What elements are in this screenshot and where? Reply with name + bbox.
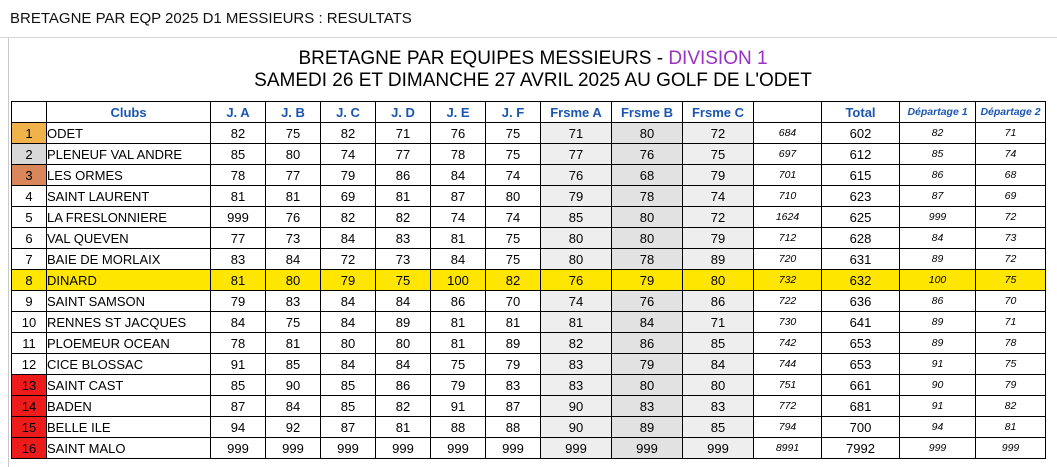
departage-2: 68 <box>976 165 1046 186</box>
score-ja: 82 <box>211 123 266 144</box>
header-rank <box>12 102 47 123</box>
score-frsme-c: 75 <box>683 144 754 165</box>
score-jc: 85 <box>321 396 376 417</box>
total-score: 602 <box>822 123 900 144</box>
departage-1: 89 <box>900 312 976 333</box>
score-jd: 82 <box>376 396 431 417</box>
score-frsme-c: 80 <box>683 270 754 291</box>
score-jd: 86 <box>376 375 431 396</box>
score-jd: 84 <box>376 354 431 375</box>
table-row <box>12 438 1046 459</box>
club-name: BAIE DE MORLAIX <box>47 249 211 270</box>
aggregate-score: 742 <box>754 333 822 354</box>
total-score: 661 <box>822 375 900 396</box>
score-jb: 81 <box>266 186 321 207</box>
score-frsme-a: 77 <box>541 144 612 165</box>
rank-cell: 11 <box>12 333 47 354</box>
rank-cell: 1 <box>12 123 47 144</box>
aggregate-score: 744 <box>754 354 822 375</box>
total-score: 628 <box>822 228 900 249</box>
score-frsme-b: 80 <box>612 123 683 144</box>
score-jb: 75 <box>266 312 321 333</box>
header-frsme-a: Frsme A <box>541 102 612 123</box>
score-jb: 76 <box>266 207 321 228</box>
departage-1: 87 <box>900 186 976 207</box>
score-je: 81 <box>431 228 486 249</box>
total-score: 700 <box>822 417 900 438</box>
score-jb: 90 <box>266 375 321 396</box>
score-frsme-c: 72 <box>683 207 754 228</box>
score-jc: 79 <box>321 270 376 291</box>
score-frsme-a: 79 <box>541 186 612 207</box>
score-jf: 80 <box>486 186 541 207</box>
score-frsme-c: 74 <box>683 186 754 207</box>
score-jf: 75 <box>486 228 541 249</box>
total-score: 653 <box>822 333 900 354</box>
score-jf: 89 <box>486 333 541 354</box>
score-je: 88 <box>431 417 486 438</box>
departage-2: 72 <box>976 207 1046 228</box>
departage-1: 89 <box>900 249 976 270</box>
score-frsme-a: 71 <box>541 123 612 144</box>
header-total: Total <box>822 102 900 123</box>
aggregate-score: 8991 <box>754 438 822 459</box>
rank-cell: 2 <box>12 144 47 165</box>
departage-1: 86 <box>900 165 976 186</box>
score-jd: 81 <box>376 417 431 438</box>
rank-cell: 3 <box>12 165 47 186</box>
total-score: 623 <box>822 186 900 207</box>
score-jb: 75 <box>266 123 321 144</box>
header-je: J. E <box>431 102 486 123</box>
score-ja: 81 <box>211 186 266 207</box>
club-name: VAL QUEVEN <box>47 228 211 249</box>
table-row <box>12 165 1046 186</box>
score-je: 79 <box>431 375 486 396</box>
score-jb: 85 <box>266 354 321 375</box>
score-je: 100 <box>431 270 486 291</box>
aggregate-score: 697 <box>754 144 822 165</box>
header-jf: J. F <box>486 102 541 123</box>
score-jc: 84 <box>321 312 376 333</box>
score-frsme-a: 80 <box>541 249 612 270</box>
departage-2: 79 <box>976 375 1046 396</box>
table-row <box>12 207 1046 228</box>
table-row <box>12 228 1046 249</box>
score-frsme-b: 79 <box>612 270 683 291</box>
score-frsme-c: 85 <box>683 333 754 354</box>
score-je: 91 <box>431 396 486 417</box>
score-jb: 83 <box>266 291 321 312</box>
score-frsme-c: 79 <box>683 228 754 249</box>
score-ja: 85 <box>211 144 266 165</box>
aggregate-score: 1624 <box>754 207 822 228</box>
score-frsme-b: 80 <box>612 375 683 396</box>
score-frsme-a: 80 <box>541 228 612 249</box>
score-ja: 91 <box>211 354 266 375</box>
score-frsme-b: 79 <box>612 354 683 375</box>
aggregate-score: 732 <box>754 270 822 291</box>
score-frsme-b: 78 <box>612 186 683 207</box>
score-frsme-b: 80 <box>612 207 683 228</box>
score-frsme-c: 79 <box>683 165 754 186</box>
rank-cell: 7 <box>12 249 47 270</box>
score-ja: 999 <box>211 438 266 459</box>
division-label: DIVISION 1 <box>668 48 768 69</box>
score-jb: 999 <box>266 438 321 459</box>
score-jf: 83 <box>486 375 541 396</box>
score-jf: 75 <box>486 123 541 144</box>
score-jd: 80 <box>376 333 431 354</box>
score-jc: 85 <box>321 375 376 396</box>
score-jd: 84 <box>376 291 431 312</box>
score-frsme-a: 83 <box>541 375 612 396</box>
departage-2: 75 <box>976 354 1046 375</box>
score-ja: 77 <box>211 228 266 249</box>
table-row <box>12 291 1046 312</box>
club-name: BADEN <box>47 396 211 417</box>
score-jb: 77 <box>266 165 321 186</box>
score-je: 87 <box>431 186 486 207</box>
score-jc: 69 <box>321 186 376 207</box>
table-row <box>12 123 1046 144</box>
score-jc: 82 <box>321 123 376 144</box>
departage-2: 81 <box>976 417 1046 438</box>
score-frsme-b: 76 <box>612 144 683 165</box>
score-frsme-a: 74 <box>541 291 612 312</box>
score-jf: 88 <box>486 417 541 438</box>
score-frsme-c: 80 <box>683 375 754 396</box>
club-name: CICE BLOSSAC <box>47 354 211 375</box>
departage-2: 999 <box>976 438 1046 459</box>
score-jf: 82 <box>486 270 541 291</box>
score-jb: 84 <box>266 396 321 417</box>
score-frsme-b: 84 <box>612 312 683 333</box>
competition-title-prefix: BRETAGNE PAR EQUIPES MESSIEURS - <box>298 48 669 69</box>
score-frsme-c: 83 <box>683 396 754 417</box>
score-je: 84 <box>431 249 486 270</box>
score-je: 999 <box>431 438 486 459</box>
header-row <box>12 102 1046 123</box>
score-frsme-a: 85 <box>541 207 612 228</box>
departage-1: 91 <box>900 354 976 375</box>
score-frsme-c: 71 <box>683 312 754 333</box>
score-jd: 999 <box>376 438 431 459</box>
header-jb: J. B <box>266 102 321 123</box>
score-frsme-a: 90 <box>541 417 612 438</box>
score-frsme-c: 84 <box>683 354 754 375</box>
score-jf: 75 <box>486 249 541 270</box>
header-jc: J. C <box>321 102 376 123</box>
departage-2: 75 <box>976 270 1046 291</box>
club-name: LA FRESLONNIERE <box>47 207 211 228</box>
results-sheet <box>8 38 1057 467</box>
competition-title <box>9 48 1057 70</box>
score-frsme-a: 999 <box>541 438 612 459</box>
score-jf: 70 <box>486 291 541 312</box>
score-frsme-c: 72 <box>683 123 754 144</box>
score-jd: 89 <box>376 312 431 333</box>
rank-cell: 9 <box>12 291 47 312</box>
score-jc: 79 <box>321 165 376 186</box>
departage-1: 94 <box>900 417 976 438</box>
score-jd: 75 <box>376 270 431 291</box>
score-jc: 84 <box>321 228 376 249</box>
aggregate-score: 720 <box>754 249 822 270</box>
score-jf: 75 <box>486 144 541 165</box>
departage-1: 91 <box>900 396 976 417</box>
competition-dates: SAMEDI 26 ET DIMANCHE 27 AVRIL 2025 AU GOLF DE L'ODET <box>254 70 812 91</box>
club-name: SAINT CAST <box>47 375 211 396</box>
rank-cell: 4 <box>12 186 47 207</box>
departage-2: 82 <box>976 396 1046 417</box>
table-row <box>12 144 1046 165</box>
score-jb: 84 <box>266 249 321 270</box>
departage-2: 72 <box>976 249 1046 270</box>
score-frsme-b: 89 <box>612 417 683 438</box>
score-frsme-b: 999 <box>612 438 683 459</box>
score-frsme-c: 86 <box>683 291 754 312</box>
score-frsme-a: 76 <box>541 270 612 291</box>
score-jc: 84 <box>321 354 376 375</box>
departage-2: 71 <box>976 312 1046 333</box>
aggregate-score: 730 <box>754 312 822 333</box>
aggregate-score: 684 <box>754 123 822 144</box>
aggregate-score: 710 <box>754 186 822 207</box>
score-jf: 81 <box>486 312 541 333</box>
departage-1: 84 <box>900 228 976 249</box>
total-score: 632 <box>822 270 900 291</box>
departage-1: 82 <box>900 123 976 144</box>
club-name: ODET <box>47 123 211 144</box>
total-score: 681 <box>822 396 900 417</box>
header-aggregate <box>754 102 822 123</box>
rank-cell: 10 <box>12 312 47 333</box>
table-row <box>12 333 1046 354</box>
score-frsme-c: 89 <box>683 249 754 270</box>
score-je: 86 <box>431 291 486 312</box>
score-jb: 80 <box>266 270 321 291</box>
departage-1: 999 <box>900 438 976 459</box>
score-je: 78 <box>431 144 486 165</box>
score-jd: 86 <box>376 165 431 186</box>
header-departage-1: Départage 1 <box>900 102 976 123</box>
total-score: 7992 <box>822 438 900 459</box>
score-ja: 999 <box>211 207 266 228</box>
aggregate-score: 722 <box>754 291 822 312</box>
score-jb: 73 <box>266 228 321 249</box>
score-jc: 87 <box>321 417 376 438</box>
table-row <box>12 249 1046 270</box>
total-score: 641 <box>822 312 900 333</box>
score-ja: 84 <box>211 312 266 333</box>
club-name: PLOEMEUR OCEAN <box>47 333 211 354</box>
score-jb: 81 <box>266 333 321 354</box>
total-score: 653 <box>822 354 900 375</box>
table-row <box>12 312 1046 333</box>
departage-2: 69 <box>976 186 1046 207</box>
club-name: SAINT LAURENT <box>47 186 211 207</box>
score-jd: 81 <box>376 186 431 207</box>
total-score: 636 <box>822 291 900 312</box>
score-frsme-b: 68 <box>612 165 683 186</box>
score-ja: 78 <box>211 333 266 354</box>
score-ja: 81 <box>211 270 266 291</box>
aggregate-score: 701 <box>754 165 822 186</box>
header-frsme-c: Frsme C <box>683 102 754 123</box>
score-je: 81 <box>431 312 486 333</box>
score-frsme-a: 81 <box>541 312 612 333</box>
score-frsme-c: 85 <box>683 417 754 438</box>
rank-cell: 15 <box>12 417 47 438</box>
total-score: 625 <box>822 207 900 228</box>
score-ja: 94 <box>211 417 266 438</box>
score-jd: 77 <box>376 144 431 165</box>
rank-cell: 8 <box>12 270 47 291</box>
rank-cell: 14 <box>12 396 47 417</box>
club-name: RENNES ST JACQUES <box>47 312 211 333</box>
score-jf: 999 <box>486 438 541 459</box>
departage-1: 100 <box>900 270 976 291</box>
score-ja: 85 <box>211 375 266 396</box>
window-title: BRETAGNE PAR EQP 2025 D1 MESSIEURS : RESULTATS <box>0 0 1057 38</box>
score-jd: 73 <box>376 249 431 270</box>
total-score: 612 <box>822 144 900 165</box>
score-jd: 82 <box>376 207 431 228</box>
score-jf: 79 <box>486 354 541 375</box>
aggregate-score: 751 <box>754 375 822 396</box>
score-jc: 80 <box>321 333 376 354</box>
departage-1: 999 <box>900 207 976 228</box>
departage-2: 73 <box>976 228 1046 249</box>
rank-cell: 16 <box>12 438 47 459</box>
club-name: SAINT SAMSON <box>47 291 211 312</box>
score-je: 84 <box>431 165 486 186</box>
score-frsme-a: 83 <box>541 354 612 375</box>
club-name: DINARD <box>47 270 211 291</box>
departage-1: 89 <box>900 333 976 354</box>
departage-2: 74 <box>976 144 1046 165</box>
score-je: 81 <box>431 333 486 354</box>
score-ja: 78 <box>211 165 266 186</box>
score-jc: 82 <box>321 207 376 228</box>
score-frsme-b: 80 <box>612 228 683 249</box>
score-jf: 74 <box>486 207 541 228</box>
score-je: 74 <box>431 207 486 228</box>
score-jf: 74 <box>486 165 541 186</box>
aggregate-score: 794 <box>754 417 822 438</box>
score-jb: 92 <box>266 417 321 438</box>
table-row <box>12 396 1046 417</box>
score-ja: 83 <box>211 249 266 270</box>
club-name: SAINT MALO <box>47 438 211 459</box>
club-name: BELLE ILE <box>47 417 211 438</box>
header-ja: J. A <box>211 102 266 123</box>
header-frsme-b: Frsme B <box>612 102 683 123</box>
score-jc: 72 <box>321 249 376 270</box>
rank-cell: 6 <box>12 228 47 249</box>
score-frsme-a: 82 <box>541 333 612 354</box>
departage-1: 85 <box>900 144 976 165</box>
header-jd: J. D <box>376 102 431 123</box>
score-frsme-a: 90 <box>541 396 612 417</box>
aggregate-score: 712 <box>754 228 822 249</box>
rank-cell: 13 <box>12 375 47 396</box>
score-frsme-b: 83 <box>612 396 683 417</box>
club-name: PLENEUF VAL ANDRE <box>47 144 211 165</box>
score-jc: 74 <box>321 144 376 165</box>
total-score: 631 <box>822 249 900 270</box>
score-frsme-b: 86 <box>612 333 683 354</box>
score-ja: 87 <box>211 396 266 417</box>
score-jd: 71 <box>376 123 431 144</box>
rank-cell: 5 <box>12 207 47 228</box>
score-jf: 87 <box>486 396 541 417</box>
club-name: LES ORMES <box>47 165 211 186</box>
results-body <box>12 123 1046 459</box>
departage-2: 71 <box>976 123 1046 144</box>
header-club: Clubs <box>47 102 211 123</box>
total-score: 615 <box>822 165 900 186</box>
score-je: 76 <box>431 123 486 144</box>
rank-cell: 12 <box>12 354 47 375</box>
table-row <box>12 417 1046 438</box>
score-frsme-a: 76 <box>541 165 612 186</box>
table-row <box>12 375 1046 396</box>
departage-1: 86 <box>900 291 976 312</box>
aggregate-score: 772 <box>754 396 822 417</box>
score-jd: 83 <box>376 228 431 249</box>
results-table <box>11 101 1046 459</box>
departage-2: 78 <box>976 333 1046 354</box>
score-jb: 80 <box>266 144 321 165</box>
score-frsme-b: 78 <box>612 249 683 270</box>
score-frsme-c: 999 <box>683 438 754 459</box>
score-ja: 79 <box>211 291 266 312</box>
score-je: 75 <box>431 354 486 375</box>
score-jc: 84 <box>321 291 376 312</box>
table-row <box>12 270 1046 291</box>
score-frsme-b: 76 <box>612 291 683 312</box>
table-row <box>12 354 1046 375</box>
header-departage-2: Départage 2 <box>976 102 1046 123</box>
departage-2: 70 <box>976 291 1046 312</box>
departage-1: 90 <box>900 375 976 396</box>
score-jc: 999 <box>321 438 376 459</box>
table-row <box>12 186 1046 207</box>
